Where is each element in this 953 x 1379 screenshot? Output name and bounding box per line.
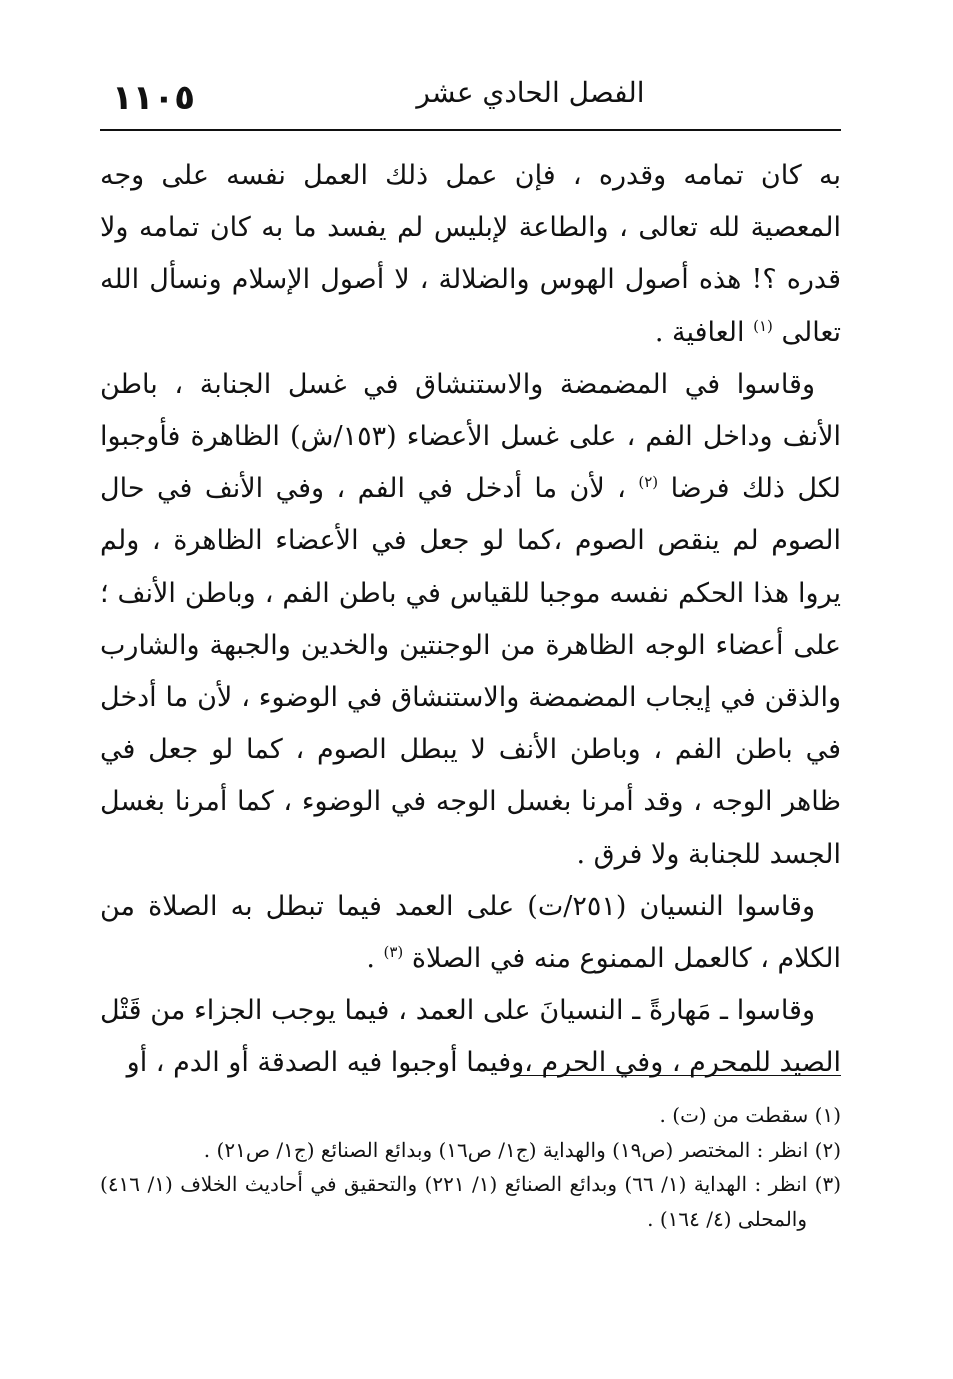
footnote-ref-2[interactable]: (٢) xyxy=(638,473,659,492)
footnote-1: (١) سقطت من (ت) . xyxy=(659,1103,841,1127)
paragraph-2 xyxy=(100,359,841,881)
footnote-divider xyxy=(511,1075,841,1076)
paragraph-2-text-a: وقاسوا في المضمضة والاستنشاق في غسل الجنابة ، باطن الأنف وداخل الفم ، على غسل الأعضاء (١٥٣/ش) الظاهرة فأوجبوا لكل ذلك فرضا xyxy=(100,368,841,505)
footnotes xyxy=(100,1098,841,1236)
paragraph-4 xyxy=(100,985,841,1089)
footnote-ref-3[interactable]: (٣) xyxy=(383,943,404,962)
header-divider xyxy=(100,129,841,131)
paragraph-1-text: به كان تمامه وقدره ، فإن عمل ذلك العمل نفسه على وجه المعصية لله تعالى ، والطاعة لإبليس لم يفسد ما به كان تمامه ولا قدره ؟! هذه أصول الهوس والضلالة ، لا أصول الإسلام ونسأل الله تعالى xyxy=(100,160,841,348)
page-number: ١١٠٥ xyxy=(112,78,196,118)
paragraph-3-tail: . xyxy=(366,943,384,975)
footnote-3: (٣) انظر : الهداية (١/ ٦٦) وبدائع الصنائع (١/ ٢٢١) والتحقيق في أحاديث الخلاف (١/ ٤١٦) والمحلى (٤/ ١٦٤) . xyxy=(100,1172,841,1231)
paragraph-3-text: وقاسوا النسيان (٢٥١/ت) على العمد فيما تبطل به الصلاة من الكلام ، كالعمل الممنوع منه في الصلاة xyxy=(100,890,841,975)
paragraph-3 xyxy=(100,881,841,985)
paragraph-2-text-b: ، لأن ما أدخل في الفم ، وفي الأنف في حال الصوم لم ينقص الصوم ،كما لو جعل في الأعضاء الظاهرة ، ولم يروا هذا الحكم نفسه موجبا للقياس في باطن الفم ، وباطن الأنف ؛ على أعضاء الوجه الظاهرة من الوجنتين والخدين والجبهة والشارب والذقن في إيجاب المضمضة والاستنشاق في الوضوء ، لأن ما أدخل في باطن الفم ، وباطن الأنف لا يبطل الصوم ، كما لو جعل في ظاهر الوجه ، وقد أمرنا بغسل الوجه في الوضوء ، كما أمرنا بغسل الجسد للجنابة ولا فرق . xyxy=(100,473,841,870)
chapter-title: الفصل الحادي عشر xyxy=(416,76,645,109)
footnote-2: (٢) انظر : المختصر (ص١٩) والهداية (ج١/ ص١٦) وبدائع الصنائع (ج١/ ص٢١) . xyxy=(203,1137,841,1162)
paragraph-4-text: وقاسوا ـ مَهارةً ـ النسيانَ على العمد ، فيما يوجب الجزاء من قَتْل الصيد للمحرم ، وفي الحرم ،وفيما أوجبوا فيه الصدقة أو الدم ، أو xyxy=(100,995,841,1079)
paragraph-1-tail: العافية . xyxy=(654,316,754,348)
main-text xyxy=(100,150,841,1090)
paragraph-1 xyxy=(100,150,841,359)
page-header xyxy=(100,70,841,126)
footnote-ref-1[interactable]: (١) xyxy=(753,316,773,335)
